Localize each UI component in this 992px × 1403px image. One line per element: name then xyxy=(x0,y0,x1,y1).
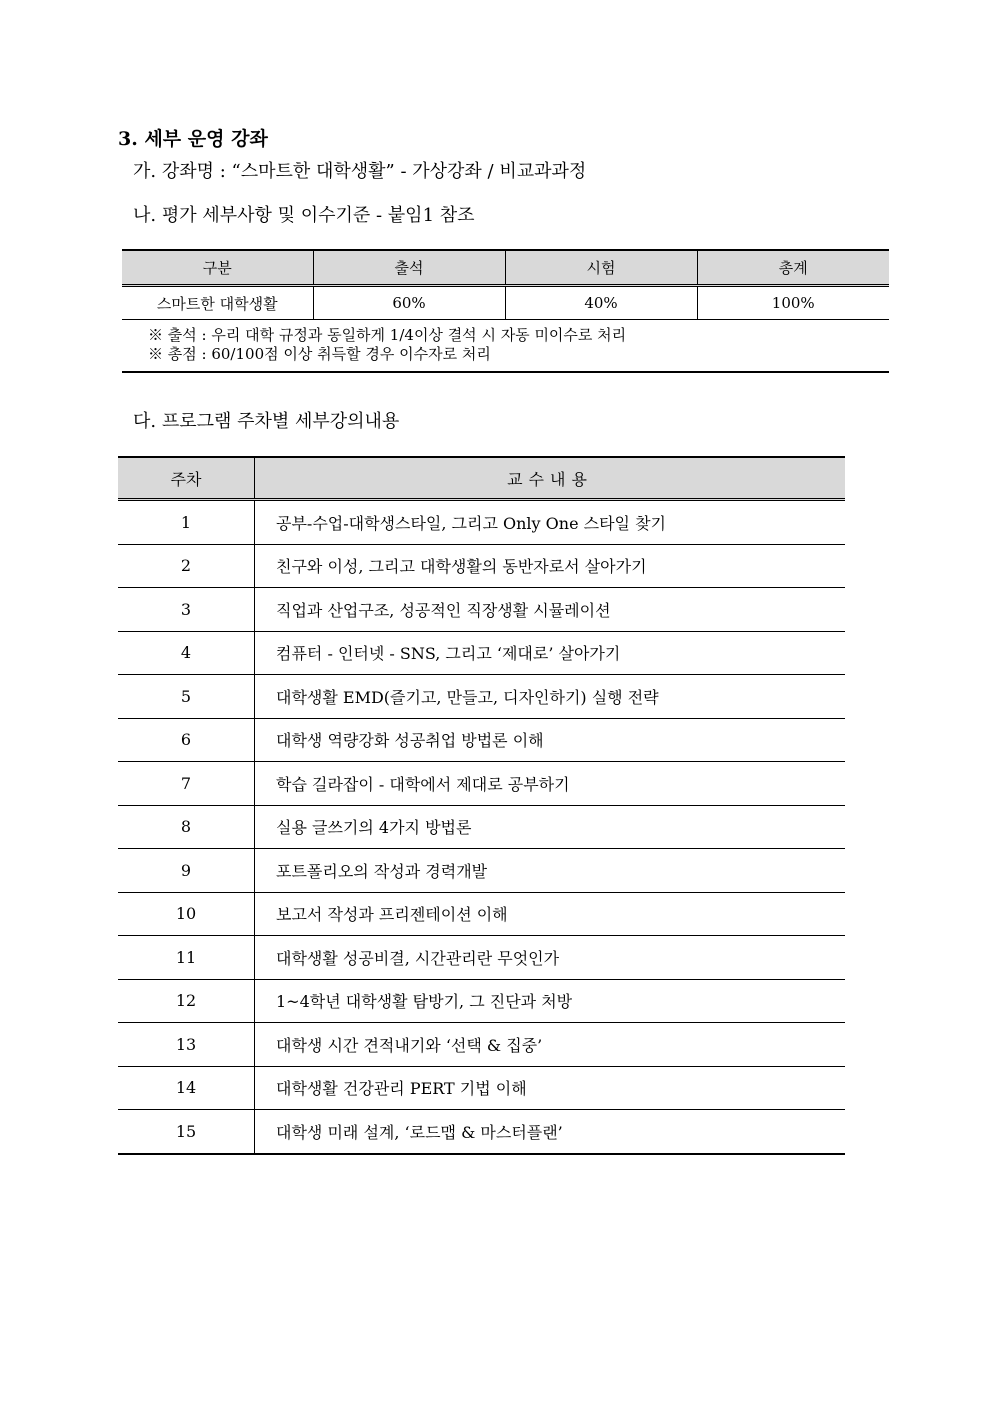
weekly-header-content: 교수내용 xyxy=(255,457,846,500)
table-row xyxy=(118,849,845,893)
table-row xyxy=(118,500,845,545)
week-content: 보고서 작성과 프리젠테이션 이해 xyxy=(255,892,846,936)
evaluation-table xyxy=(122,249,889,320)
week-number: 9 xyxy=(118,849,255,893)
evaluation-header-total: 총계 xyxy=(697,250,889,286)
table-row xyxy=(118,631,845,675)
table-row xyxy=(118,1066,845,1110)
evaluation-heading: 나. 평가 세부사항 및 이수기준 - 붙임1 참조 xyxy=(133,205,475,226)
week-content: 대학생활 건강관리 PERT 기법 이해 xyxy=(255,1066,846,1110)
table-row xyxy=(118,892,845,936)
table-row xyxy=(118,1023,845,1067)
week-content: 대학생활 성공비결, 시간관리란 무엇인가 xyxy=(255,936,846,980)
week-content: 컴퓨터 - 인터넷 - SNS, 그리고 ‘제대로’ 살아가기 xyxy=(255,631,846,675)
week-number: 1 xyxy=(118,500,255,545)
table-row xyxy=(118,544,845,588)
week-number: 5 xyxy=(118,675,255,719)
table-row xyxy=(118,805,845,849)
table-row xyxy=(118,675,845,719)
week-number: 13 xyxy=(118,1023,255,1067)
table-row xyxy=(118,979,845,1023)
evaluation-notes xyxy=(122,319,889,373)
table-row xyxy=(118,936,845,980)
evaluation-total-cell: 100% xyxy=(697,286,889,320)
week-content: 포트폴리오의 작성과 경력개발 xyxy=(255,849,846,893)
program-heading: 다. 프로그램 주차별 세부강의내용 xyxy=(133,411,400,432)
week-number: 11 xyxy=(118,936,255,980)
week-number: 3 xyxy=(118,588,255,632)
week-number: 15 xyxy=(118,1110,255,1154)
week-number: 7 xyxy=(118,762,255,806)
week-number: 10 xyxy=(118,892,255,936)
evaluation-header-category: 구분 xyxy=(122,250,313,286)
week-content: 대학생 역량강화 성공취업 방법론 이해 xyxy=(255,718,846,762)
evaluation-course-cell: 스마트한 대학생활 xyxy=(122,286,313,320)
week-number: 2 xyxy=(118,544,255,588)
week-content: 실용 글쓰기의 4가지 방법론 xyxy=(255,805,846,849)
week-content: 대학생 시간 견적내기와 ‘선택 & 집중’ xyxy=(255,1023,846,1067)
week-content: 직업과 산업구조, 성공적인 직장생활 시뮬레이션 xyxy=(255,588,846,632)
table-row xyxy=(118,762,845,806)
week-number: 12 xyxy=(118,979,255,1023)
section-title: 3. 세부 운영 강좌 xyxy=(118,128,268,150)
evaluation-header-exam: 시험 xyxy=(505,250,697,286)
weekly-header-week: 주차 xyxy=(118,457,255,500)
evaluation-header-row xyxy=(122,250,889,286)
evaluation-row xyxy=(122,286,889,320)
week-content: 대학생 미래 설계, ‘로드맵 & 마스터플랜’ xyxy=(276,1122,563,1142)
table-row xyxy=(118,588,845,632)
evaluation-attendance-cell: 60% xyxy=(313,286,505,320)
weekly-header-row xyxy=(118,457,845,500)
week-content: 공부-수업-대학생스타일, 그리고 Only One 스타일 찾기 xyxy=(255,500,846,545)
table-row xyxy=(118,1110,845,1154)
week-content: 대학생활 EMD(즐기고, 만들고, 디자인하기) 실행 전략 xyxy=(255,675,846,719)
evaluation-header-attendance: 출석 xyxy=(313,250,505,286)
week-content: 1~4학년 대학생활 탐방기, 그 진단과 처방 xyxy=(255,979,846,1023)
score-note: ※ 총점 : 60/100점 이상 취득할 경우 이수자로 처리 xyxy=(148,345,491,363)
week-content: 친구와 이성, 그리고 대학생활의 동반자로서 살아가기 xyxy=(255,544,846,588)
week-content: 학습 길라잡이 - 대학에서 제대로 공부하기 xyxy=(255,762,846,806)
week-number: 6 xyxy=(118,718,255,762)
week-number: 14 xyxy=(118,1066,255,1110)
week-number: 8 xyxy=(118,805,255,849)
week-number: 4 xyxy=(118,631,255,675)
weekly-table xyxy=(118,456,845,1155)
attendance-note: ※ 출석 : 우리 대학 규정과 동일하게 1/4이상 결석 시 자동 미이수로 처리 xyxy=(148,326,627,344)
table-row xyxy=(118,718,845,762)
evaluation-exam-cell: 40% xyxy=(505,286,697,320)
course-name: 가. 강좌명 : “스마트한 대학생활” - 가상강좌 / 비교과과정 xyxy=(133,161,587,182)
